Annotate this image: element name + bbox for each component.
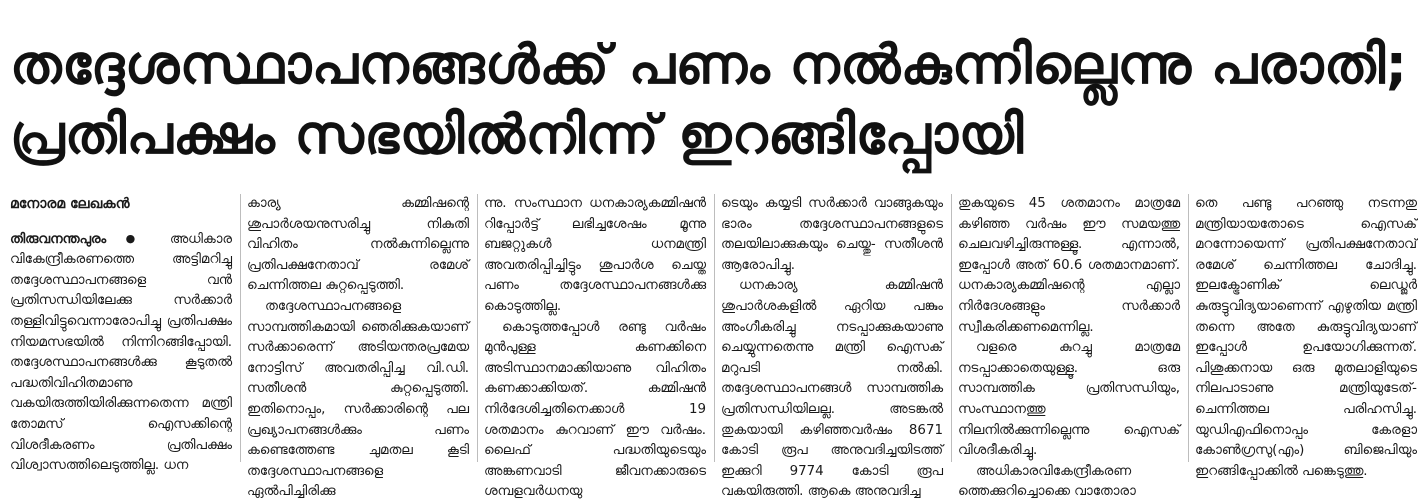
column-divider [714, 194, 715, 462]
column-divider [1188, 194, 1189, 462]
column-4-paragraph-1: ടെയും കയ്യടി സർക്കാർ വാങ്ങുകയും ഭാരം തദ്ദേശസ്ഥാപനങ്ങളുടെ തലയിലാക്കുകയും ചെയ്തു- സതീശൻ ആരോപിച്ചു. [721, 196, 943, 273]
article-column-5 [958, 194, 1180, 500]
article-column-2 [247, 194, 469, 500]
bullet-icon: ● [125, 231, 151, 245]
byline: മനോരമ ലേഖകൻ [10, 196, 130, 212]
headline-line-2: പ്രതിപക്ഷം സഭയിൽനിന്ന് ഇറങ്ങിപ്പോയി [10, 103, 1024, 166]
column-divider [477, 194, 478, 462]
column-3-paragraph-2: കൊടുത്തപ്പോൾ രണ്ടു വർഷം മുൻപുള്ള കണക്കിനെ അടിസ്ഥാനമാക്കിയാണു വിഹിതം കണക്കാക്കിയത്. കമ്മിഷൻ നിർദേശിച്ചതിനെക്കാൾ 19 ശതമാനം കുറവാണ് ഈ വർഷം. ലൈഫ് പദ്ധതിയുടെയും അങ്കണവാടി ജീവനക്കാരുടെ ശമ്പളവർധനയു [484, 319, 706, 500]
column-5-paragraph-1: തുകയുടെ 45 ശതമാനം മാത്രമേ കഴിഞ്ഞ വർഷം ഈ സമയത്തു ചെലവഴിച്ചിരുന്നുള്ളൂ. എന്നാൽ, ഇപ്പോൾ അത് 60.6 ശതമാനമാണ്. ധനകാര്യകമ്മിഷന്റെ എല്ലാ നിർദേശങ്ങളും സർക്കാർ സ്വീകരിക്കണമെന്നില്ല. [958, 196, 1180, 335]
column-6-paragraph-1: തെ പണ്ടു പറഞ്ഞു നടന്നതു മന്ത്രിയായതോടെ ഐസക് മറന്നോയെന്ന് പ്രതിപക്ഷനേതാവ് രമേശ് ചെന്നിത്തല ചോദിച്ചു. ഇലക്ട്രോണിക് ലെഡ്ജർ കുരുട്ടുവിദ്യയാണെന്ന് എഴുതിയ മന്ത്രി തന്നെ അതേ കുരുട്ടുവിദ്യയാണ് ഇപ്പോൾ ഉപയോഗിക്കുന്നത്. പിശുക്കനായ ഒരു മുതലാളിയുടെ നിലപാടാണു മന്ത്രിയുടേത്-ചെന്നിത്തല പരിഹസിച്ചു. യുഡിഎഫിനൊപ്പം കേരളാ കോൺഗ്രസു(എം) ബിജെപിയും ഇറങ്ങിപ്പോക്കിൽ പങ്കെടുത്തു. [1195, 196, 1417, 479]
article-column-4 [721, 194, 943, 500]
column-4-paragraph-2: ധനകാര്യ കമ്മിഷൻ ശുപാർശകളിൽ ഏറിയ പങ്കും അംഗീകരിച്ചു നടപ്പാക്കുകയാണു ചെയ്യുന്നതെന്നു മന്ത്രി ഐസക് മറുപടി നൽകി. തദ്ദേശസ്ഥാപനങ്ങൾ സാമ്പത്തിക പ്രതിസന്ധിയിലല്ല. അടങ്കൽ തുകയായി കഴിഞ്ഞവർഷം 8671 കോടി രൂപ അനുവദിച്ചയിടത്ത് ഇക്കുറി 9774 കോടി രൂപ വകയിരുത്തി. ആകെ അനുവദിച്ച [721, 278, 943, 500]
headline-line-1: തദ്ദേശസ്ഥാപനങ്ങൾക്ക് പണം നൽകുന്നില്ലെന്നു പരാതി; [10, 33, 1408, 96]
article-column-3 [484, 194, 706, 500]
column-1-text: അധികാര വികേന്ദ്രീകരണത്തെ അട്ടിമറിച്ചു തദ്ദേശസ്ഥാപനങ്ങളെ വൻ പ്രതിസന്ധിയിലേക്കു സർക്കാർ തള്ളിവിട്ടുവെന്നാരോപിച്ചു പ്രതിപക്ഷം നിയമസഭയിൽ നിന്നിറങ്ങിപ്പോയി. തദ്ദേശസ്ഥാപനങ്ങൾക്കു കൂടുതൽ പദ്ധതിവിഹിതമാണു വകയിരുത്തിയിരിക്കുന്നതെന്ന മന്ത്രി തോമസ് ഐസക്കിന്റെ വിശദീകരണം പ്രതിപക്ഷം വിശ്വാസത്തിലെടുത്തില്ല. ധന [10, 231, 232, 474]
column-2-paragraph-1: കാര്യ കമ്മിഷന്റെ ശുപാർശയനുസരിച്ചു നികുതി വിഹിതം നൽകുന്നില്ലെന്നു പ്രതിപക്ഷനേതാവ് രമേശ് ചെന്നിത്തല കുറ്റപ്പെടുത്തി. [247, 196, 469, 294]
column-1-paragraph-1 [10, 229, 232, 477]
column-3-paragraph-1: ന്നു. സംസ്ഥാന ധനകാര്യകമ്മിഷൻ റിപ്പോർട്ട് ലഭിച്ചശേഷം മൂന്നു ബജറ്റുകൾ ധനമന്ത്രി അവതരിപ്പിച്ചിട്ടും ശുപാർശ ചെയ്ത പണം തദ്ദേശസ്ഥാപനങ്ങൾക്കു കൊടുത്തില്ല. [484, 196, 706, 314]
article-column-1 [10, 194, 232, 474]
column-divider [240, 194, 241, 462]
column-5-paragraph-2: വളരെ കുറച്ചു മാത്രമേ നടപ്പാക്കാതെയുള്ളൂ. ഒരു സാമ്പത്തിക പ്രതിസന്ധിയും, സംസ്ഥാനത്തു നിലനിൽക്കുന്നില്ലെന്നു ഐസക് വിശദീകരിച്ചു. [958, 340, 1180, 459]
column-5-paragraph-3: അധികാരവികേന്ദ്രീകരണ ത്തെക്കുറിച്ചൊക്കെ വാതോരാ [958, 463, 1136, 500]
column-divider [951, 194, 952, 462]
headline [10, 30, 1410, 170]
article-column-6 [1195, 194, 1417, 479]
dateline: തിരുവനന്തപുരം [10, 231, 107, 247]
column-2-paragraph-2: തദ്ദേശസ്ഥാപനങ്ങളെ സാമ്പത്തികമായി ഞെരിക്കുകയാണ് സർക്കാരെന്ന് അടിയന്തരപ്രമേയ നോട്ടിസ് അവതരിപ്പിച്ച വി.ഡി. സതീശൻ കുറ്റപ്പെടുത്തി. ഇതിനൊപ്പം, സർക്കാരിന്റെ പല പ്രഖ്യാപനങ്ങൾക്കും പണം കണ്ടെത്തേണ്ട ചുമതല കൂടി തദ്ദേശസ്ഥാപനങ്ങളെ ഏൽപിച്ചിരിക്കു [247, 298, 469, 500]
